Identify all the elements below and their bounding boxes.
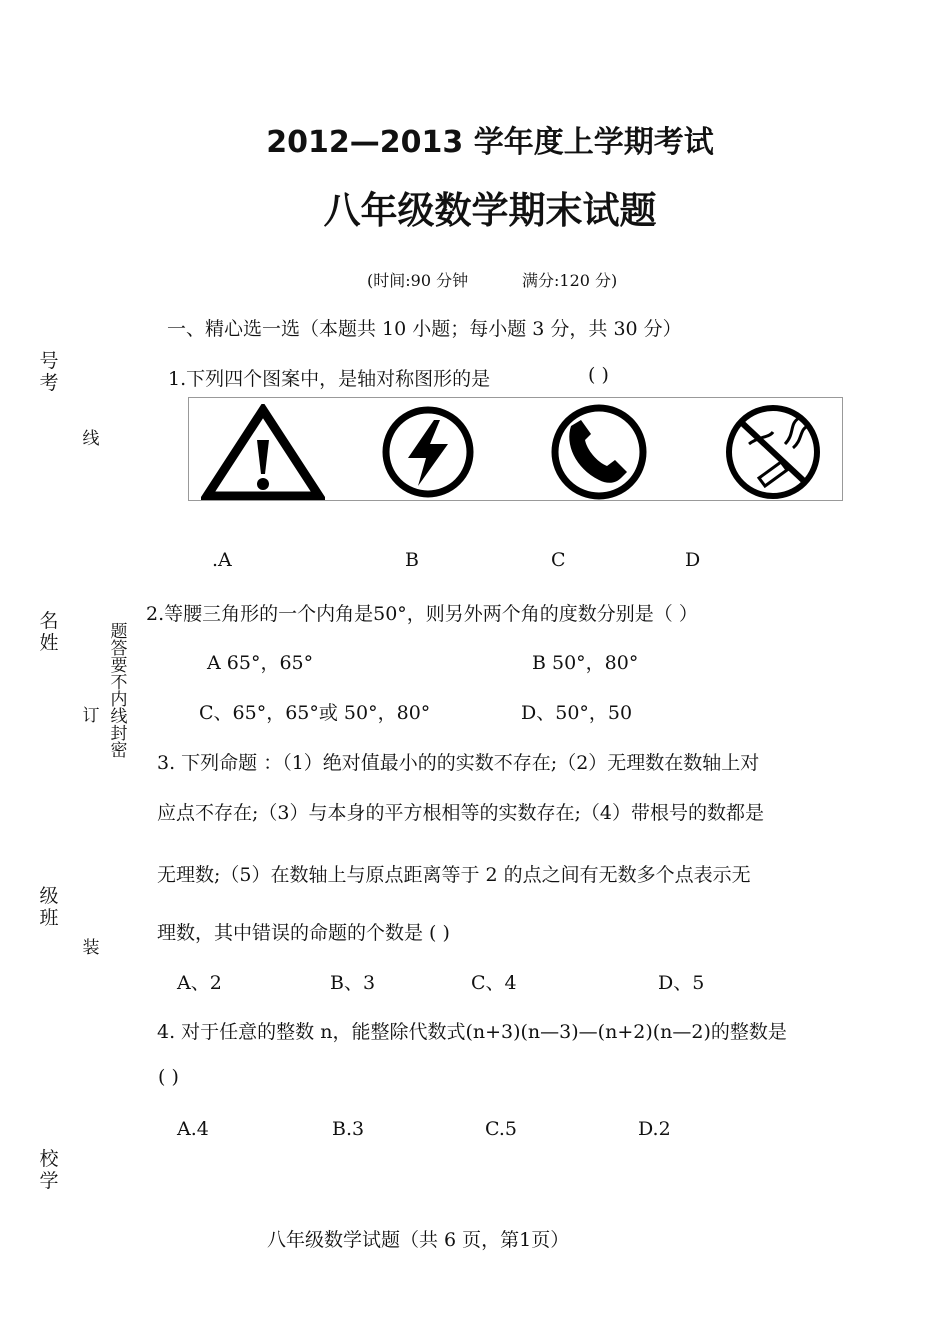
margin-banji: 级班 [39, 885, 59, 929]
q3-option-d: D、5 [658, 972, 705, 994]
q4-line-1: 4. 对于任意的整数 n，能整除代数式(n+3)(n—3)—(n+2)(n—2)的整数是 [157, 1021, 787, 1043]
q1-label-a: .A [212, 549, 232, 571]
q3-line-4: 理数，其中错误的命题的个数是 ( ) [157, 922, 450, 944]
margin-ding: 订 [82, 706, 100, 726]
q1-label-d: D [685, 549, 701, 571]
q1-label-c: C [551, 549, 566, 571]
q2-option-a: A 65°，65° [207, 652, 314, 674]
q1-figure [188, 397, 843, 501]
q3-line-2: 应点不存在;（3）与本身的平方根相等的实数存在;（4）带根号的数都是 [157, 802, 764, 824]
q4-line-2: ( ) [158, 1066, 179, 1088]
margin-zhuang: 装 [82, 938, 100, 958]
q4-option-d: D.2 [638, 1118, 671, 1140]
q2-option-c: C、65°，65°或 50°，80° [199, 702, 431, 724]
margin-notice: 题答要不内线封密 [110, 622, 128, 761]
margin-xingming: 名姓 [39, 610, 59, 654]
paper-title: 八年级数学期末试题 [323, 189, 657, 232]
score-info: 满分:120 分) [522, 271, 618, 290]
q1-label-b: B [405, 549, 419, 571]
q2-option-b: B 50°，80° [532, 652, 639, 674]
q2-stem: 2.等腰三角形的一个内角是50°，则另外两个角的度数分别是（ ） [146, 603, 698, 625]
exam-title: 2012—2013 学年度上学期考试 [266, 125, 714, 160]
margin-xuexiao: 校学 [39, 1148, 59, 1192]
q1-stem: 1.下列四个图案中，是轴对称图形的是 [168, 368, 491, 390]
q1-answer-blank: ( ) [588, 364, 609, 386]
margin-kaohao: 号考 [39, 350, 59, 394]
page-footer: 八年级数学试题（共 6 页，第1页） [267, 1229, 570, 1251]
warning-triangle-icon [201, 404, 325, 500]
q4-option-c: C.5 [485, 1118, 517, 1140]
lightning-circle-icon [376, 404, 480, 500]
telephone-circle-icon [545, 404, 653, 500]
q3-line-1: 3. 下列命题 ：（1）绝对值最小的的实数不存在;（2）无理数在数轴上对 [157, 752, 760, 774]
section-heading: 一、精心选一选（本题共 10 小题；每小题 3 分，共 30 分） [167, 318, 682, 340]
q4-option-b: B.3 [332, 1118, 365, 1140]
q3-option-a: A、2 [177, 972, 222, 994]
no-smoking-icon [719, 404, 827, 500]
q3-option-b: B、3 [330, 972, 376, 994]
q4-option-a: A.4 [177, 1118, 209, 1140]
q3-option-c: C、4 [471, 972, 517, 994]
time-info: (时间:90 分钟 [367, 271, 469, 290]
q3-line-3: 无理数;（5）在数轴上与原点距离等于 2 的点之间有无数多个点表示无 [157, 864, 751, 886]
q2-option-d: D、50°，50 [521, 702, 633, 724]
margin-xian: 线 [82, 429, 100, 449]
